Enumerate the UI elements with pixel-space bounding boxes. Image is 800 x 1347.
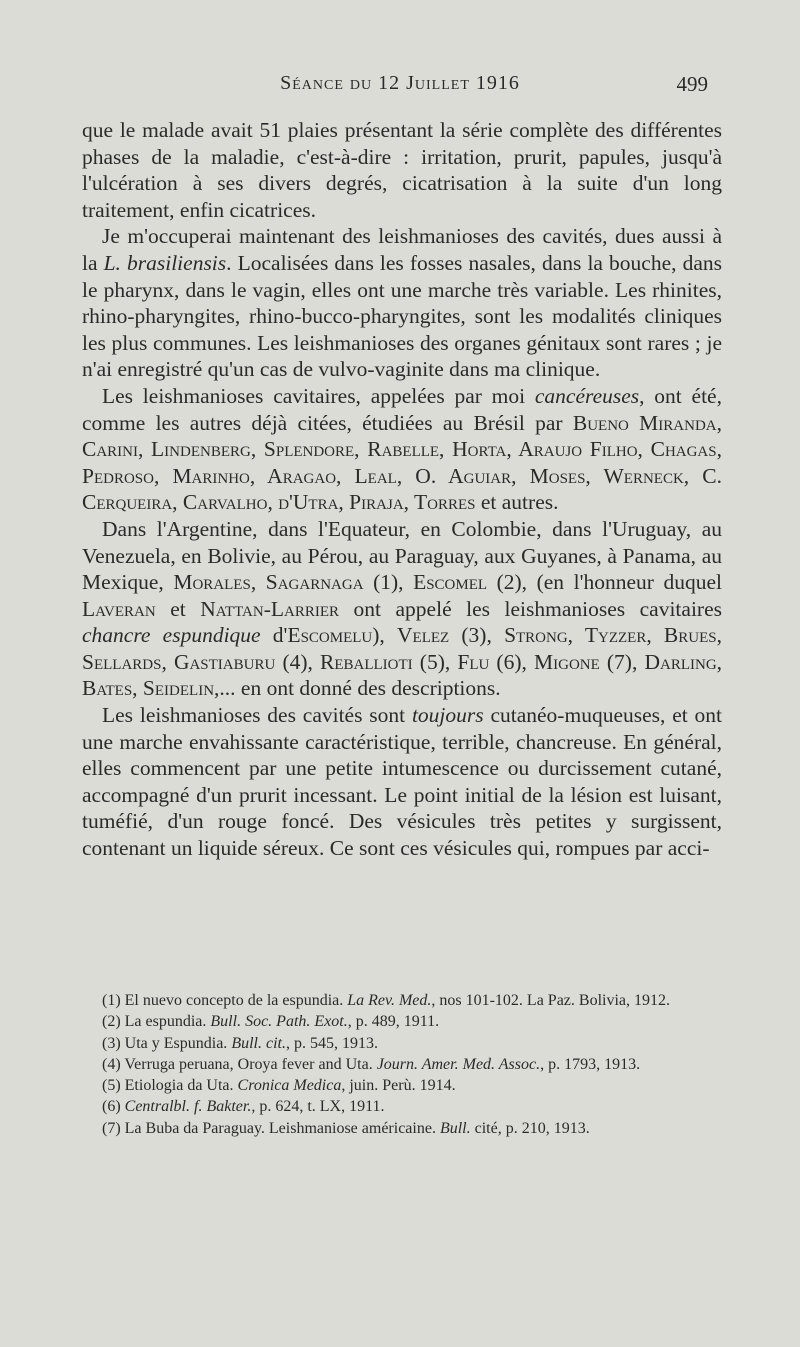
footnote-3-journal: Bull. cit. <box>231 1034 286 1052</box>
page-header <box>0 72 800 102</box>
footnote-4-details: , p. 1793, 1913. <box>540 1055 641 1073</box>
paragraph-2-text-b: . Localisées dans les fosses nasales, dans la bouche, dans le pharynx, dans le vagin, elles ont une marche très variable. Les rhinites, rhino-pharyngites, rhino-bucco-pharyngites, sont les modalités cliniques les plus communes. Les leishmanioses des organes génitaux sont rares ; je n'ai enregistré qu'un cas de vulvo-vaginite dans ma clinique. <box>82 250 722 382</box>
paragraph-4-text-e: ont appelé les leishmanioses cavitaires <box>339 596 722 621</box>
footnote-5-journal: Cronica Medica <box>237 1077 342 1095</box>
paragraph-4 <box>82 516 722 702</box>
footnote-1-details: , nos 101-102. La Paz. Bolivia, 1912. <box>431 992 671 1009</box>
footnote-6-journal: Centralbl. f. Bakter. <box>124 1098 252 1116</box>
footnote-ref: (3), <box>449 623 505 648</box>
running-title: Séance du 12 Juillet 1916 <box>280 72 520 94</box>
footnote-7 <box>82 1118 722 1139</box>
author-names: Escomel <box>413 570 488 595</box>
footnote-6-text: (6) <box>102 1098 125 1116</box>
paragraph-3 <box>82 383 722 516</box>
footnotes <box>82 990 722 1139</box>
author-names: Darling, Bates, Seidelin <box>82 649 723 701</box>
footnote-7-details: cité, p. 210, 1913. <box>470 1119 590 1137</box>
footnote-3-text: (3) Uta y Espundia. <box>102 1034 232 1052</box>
footnote-ref: (6), <box>489 649 534 674</box>
paragraph-5 <box>82 702 722 862</box>
species-name: L. brasiliensis <box>103 250 227 275</box>
footnote-3 <box>82 1033 722 1054</box>
paragraph-3-text-c: et autres. <box>475 490 559 515</box>
footnote-4 <box>82 1054 722 1075</box>
paragraph-3-text-b: , ont été, comme les autres déjà citées, étudiées au Brésil par <box>82 383 722 435</box>
footnote-7-journal: Bull. <box>439 1119 471 1137</box>
footnote-1-text: (1) El nuevo concepto de la espundia. <box>102 992 348 1009</box>
footnote-ref: (4), <box>275 649 321 674</box>
author-names: Migone <box>534 649 600 674</box>
footnote-ref: (7), <box>599 649 645 674</box>
term-toujours: toujours <box>411 703 484 728</box>
term-cancereuses: cancéreuses <box>534 383 640 408</box>
paragraph-5-text-b: cutanéo-muqueuses, et ont une marche envahissante caractéristique, terrible, chancreuse. En général, elles commencent par une petite intumescence ou durcissement cutané, accompagné d'un prurit incessant. Le point initial de la lésion est luisant, tuméfié, d'un rouge foncé. Des vésicules très petites y surgissent, contenant un liquide séreux. Ce sont ces vésicules qui, rompues par acci- <box>82 703 723 861</box>
footnote-2-text: (2) La espundia. <box>102 1013 211 1031</box>
footnote-4-text: (4) Verruga peruana, Oroya fever and Uta. <box>102 1055 377 1073</box>
paragraph-2 <box>82 223 722 383</box>
paragraph-3-text-a: Les leishmanioses cavitaires, appelées par moi <box>102 383 535 408</box>
term-chancre-espundique: chancre espundique <box>82 623 261 648</box>
author-names: Reballioti <box>320 649 413 674</box>
page-number: 499 <box>676 72 708 96</box>
author-names: Strong, Tyzzer, Brues, Sellards, Gastiaburu <box>82 623 722 674</box>
author-names: Bueno Miranda, Carini, Lindenberg, Splendore, Rabelle, Horta, Araujo Filho, Chagas, Pedroso, Marinho, Aragao, Leal, O. Aguiar, Moses, Werneck, C. Cerqueira, Carvalho, d'Utra, Piraja, Torres <box>82 410 722 515</box>
author-names: Laveran <box>82 596 156 621</box>
footnote-1 <box>82 990 722 1011</box>
main-text <box>82 117 722 862</box>
author-names: Velez <box>397 623 450 648</box>
footnote-4-journal: Journ. Amer. Med. Assoc. <box>376 1055 541 1073</box>
author-names: Flu <box>457 649 490 674</box>
footnote-2 <box>82 1011 722 1032</box>
footnote-ref: (5), <box>412 649 458 674</box>
footnote-6-details: , p. 624, t. LX, 1911. <box>251 1098 385 1116</box>
footnote-5 <box>82 1075 722 1096</box>
footnote-5-details: , juin. Perù. 1914. <box>341 1077 456 1095</box>
author-names: Morales, Sagarnaga <box>173 570 364 595</box>
author-names: Nattan-Larrier <box>200 596 340 621</box>
paragraph-4-text-c: (2), (en l'honneur duquel <box>487 570 722 595</box>
paragraph-2-text-a: Je m'occuperai maintenant des leishmanioses des cavités, dues aussi à la <box>82 224 722 275</box>
paragraph-1 <box>82 117 722 223</box>
author-names: Escomelu <box>287 623 373 648</box>
footnote-ref: (1), <box>363 570 414 595</box>
footnote-6 <box>82 1096 722 1117</box>
paragraph-4-text-f: d' <box>260 623 288 648</box>
paragraph-1-text: que le malade avait 51 plaies présentant la série complète des différentes phases de la maladie, c'est-à-dire : irritation, prurit, papules, jusqu'à l'ulcération à ses divers degrés, cicatrisation à la suite d'un long traitement, enfin cicatrices. <box>82 118 722 222</box>
paragraph-5-text-a: Les leishmanioses des cavités sont <box>102 703 412 728</box>
footnote-2-details: , p. 489, 1911. <box>347 1013 440 1031</box>
footnote-1-journal: La Rev. Med. <box>347 992 432 1009</box>
footnote-7-text: (7) La Buba da Paraguay. Leishmaniose américaine. <box>102 1119 440 1137</box>
paragraph-4-text-d: et <box>155 596 201 621</box>
footnote-3-details: , p. 545, 1913. <box>285 1034 378 1052</box>
footnote-2-journal: Bull. Soc. Path. Exot. <box>210 1013 348 1031</box>
paragraph-4-text-g: ), <box>372 623 397 648</box>
paragraph-4-text-m: ,... en ont donné des descriptions. <box>214 676 501 701</box>
footnote-5-text: (5) Etiologia da Uta. <box>102 1077 238 1095</box>
paragraph-4-text-a: Dans l'Argentine, dans l'Equateur, en Colombie, dans l'Uruguay, au Venezuela, en Bolivie, au Pérou, au Paraguay, aux Guyanes, à Panama, au Mexique, <box>82 516 722 595</box>
